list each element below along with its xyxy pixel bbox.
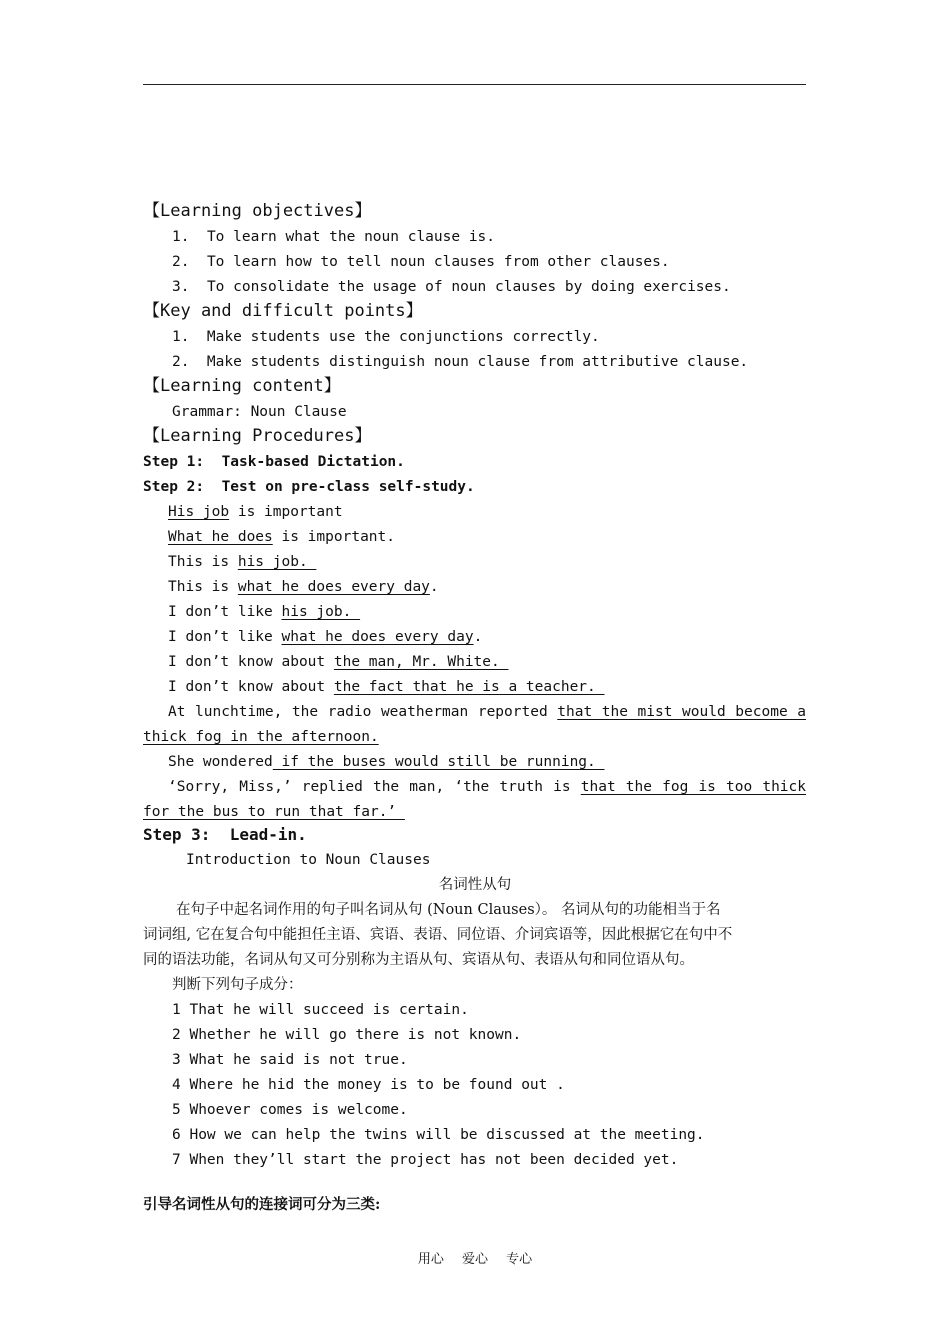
step-1: Step 1: Task-based Dictation. xyxy=(143,454,405,470)
cn-paragraph-line: 同的语法功能，名词从句又可分别称为主语从句、宾语从句、表语从句和同位语从句。 xyxy=(143,952,694,968)
footer-text: 用心 xyxy=(417,1252,444,1267)
heading-learning-content: 【Learning content】 xyxy=(143,376,341,396)
key-point-item: 2. Make students distinguish noun clause from attributive clause. xyxy=(172,354,749,370)
page-footer xyxy=(0,1248,950,1267)
example-sentence: I don’t like his job. xyxy=(168,604,361,620)
cn-paragraph-line: 在句子中起名词作用的句子叫名词从句 (Noun Clauses）。 名词从句的功能相当于名 xyxy=(176,902,721,918)
exercise-item: 1 That he will succeed is certain. xyxy=(172,1002,469,1018)
bottom-heading: 引导名词性从句的连接词可分为三类: xyxy=(143,1196,381,1213)
step-2: Step 2: Test on pre-class self-study. xyxy=(143,479,475,495)
objective-item: 2. To learn how to tell noun clauses from other clauses. xyxy=(172,254,670,270)
example-sentence: His job is important xyxy=(168,504,343,520)
example-sentence: I don’t know about the man, Mr. White. xyxy=(168,654,509,670)
key-point-item: 1. Make students use the conjunctions correctly. xyxy=(172,329,600,345)
example-sentence: This is his job. xyxy=(168,554,317,570)
intro-label: Introduction to Noun Clauses xyxy=(186,852,431,868)
objective-item: 3. To consolidate the usage of noun clauses by doing exercises. xyxy=(172,279,731,295)
footer-text: 专心 xyxy=(506,1252,533,1267)
example-sentence: I don’t know about the fact that he is a teacher. xyxy=(168,679,605,695)
step-3: Step 3: Lead-in. xyxy=(143,825,307,844)
cn-paragraph-line: 词词组, 它在复合句中能担任主语、宾语、表语、同位语、介词宾语等，因此根据它在句中不 xyxy=(143,927,733,943)
example-sentence-continued: for the bus to run that far.’ xyxy=(143,804,405,820)
example-sentence-continued: thick fog in the afternoon. xyxy=(143,729,379,745)
heading-key-points: 【Key and difficult points】 xyxy=(143,301,423,321)
exercise-item: 6 How we can help the twins will be discussed at the meeting. xyxy=(172,1127,705,1143)
example-sentence: ‘Sorry, Miss,’ replied the man, ‘the truth is that the fog is too thick xyxy=(168,779,806,795)
cn-title: 名词性从句 xyxy=(438,877,512,893)
objective-item: 1. To learn what the noun clause is. xyxy=(172,229,496,245)
exercise-item: 5 Whoever comes is welcome. xyxy=(172,1102,408,1118)
example-sentence: This is what he does every day. xyxy=(168,579,439,595)
example-sentence: She wondered if the buses would still be running. xyxy=(168,754,605,770)
content-text: Grammar: Noun Clause xyxy=(172,404,347,420)
example-sentence: At lunchtime, the radio weatherman reported that the mist would become a xyxy=(168,704,806,720)
heading-learning-objectives: 【Learning objectives】 xyxy=(143,201,372,221)
exercise-item: 7 When they’ll start the project has not been decided yet. xyxy=(172,1152,679,1168)
exercise-item: 4 Where he hid the money is to be found out . xyxy=(172,1077,565,1093)
exercise-item: 2 Whether he will go there is not known. xyxy=(172,1027,522,1043)
footer-text: 爱心 xyxy=(461,1252,488,1267)
example-sentence: I don’t like what he does every day. xyxy=(168,629,483,645)
exercise-item: 3 What he said is not true. xyxy=(172,1052,408,1068)
header-rule xyxy=(143,84,806,85)
example-sentence: What he does is important. xyxy=(168,529,395,545)
judge-label: 判断下列句子成分： xyxy=(172,977,303,993)
heading-learning-procedures: 【Learning Procedures】 xyxy=(143,426,372,446)
